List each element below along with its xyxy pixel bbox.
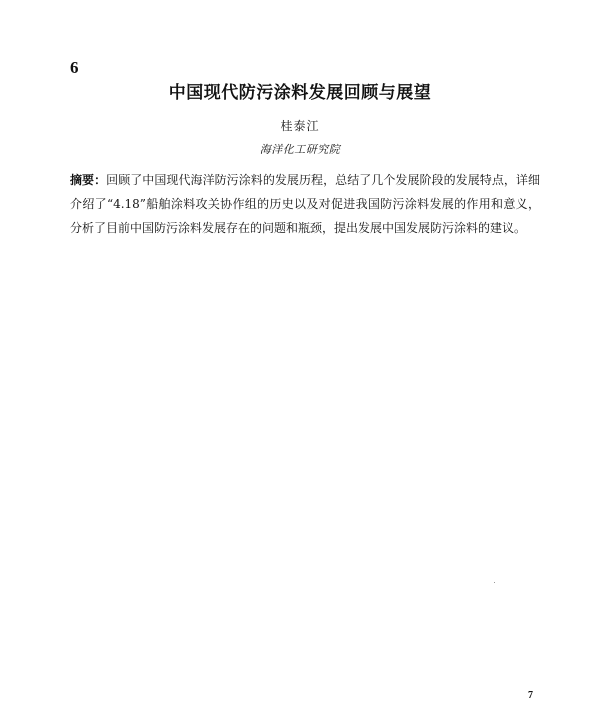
page-number: 7 [528, 690, 533, 701]
abstract-paragraph [70, 168, 540, 240]
chapter-number: 6 [70, 58, 79, 77]
paper-title: 中国现代防污涂料发展回顾与展望 [168, 83, 432, 103]
author-affiliation: 海洋化工研究院 [259, 143, 341, 156]
scan-speck [494, 582, 495, 583]
abstract-label: 摘要： [70, 173, 107, 187]
abstract-text: 回顾了中国现代海洋防污涂料的发展历程，总结了几个发展阶段的发展特点，详细介绍了“4.18”船舶涂料攻关协作组的历史以及对促进我国防污涂料发展的作用和意义，分析了目前中国防污涂料发展存在的问题和瓶颈，提出发展中国发展防污涂料的建议。 [70, 173, 540, 235]
author-name: 桂泰江 [280, 119, 320, 133]
